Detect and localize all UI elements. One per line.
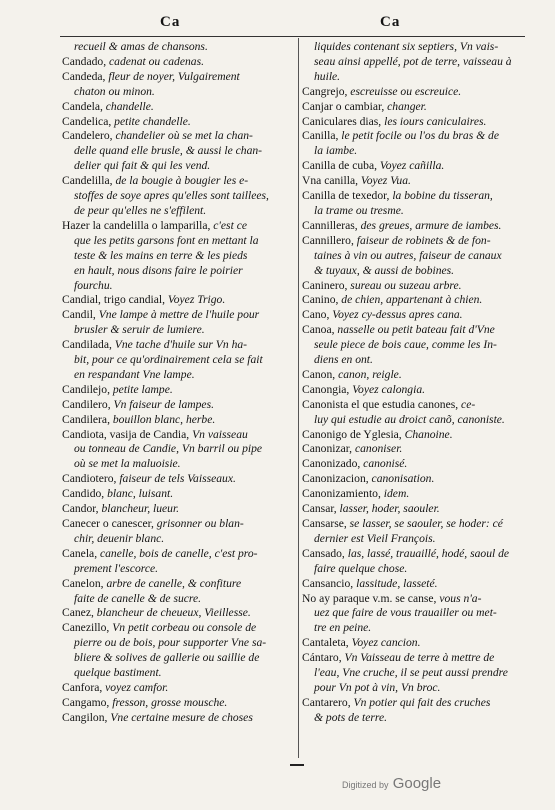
entry-line	[302, 651, 532, 666]
definition-text: que les petits garsons font en mettant la	[74, 233, 259, 247]
definition-text: blanc, luisant.	[104, 487, 174, 501]
entry-line	[302, 502, 532, 517]
entry-line	[302, 308, 532, 323]
headword: Canela,	[62, 546, 98, 560]
entry-line	[302, 532, 532, 547]
definition-text: fourchu.	[74, 278, 113, 292]
definition-text: nasselle ou petit bateau fait d'Vne	[334, 323, 495, 337]
definition-text: Vn vaisseau	[189, 427, 248, 441]
entry-line	[302, 457, 532, 472]
definition-text: ce-	[458, 397, 476, 411]
definition-text: l'eau, Vne cruche, il se peut aussi prendre	[314, 666, 508, 680]
entry-line	[62, 696, 294, 711]
definition-text: le petit focile ou l'os du bras & de	[338, 129, 499, 143]
entry-line	[62, 621, 294, 636]
definition-text: canonisation.	[368, 472, 435, 486]
definition-text: Vn Vaisseau de terre à mettre de	[341, 651, 495, 665]
definition-text: faire quelque chose.	[314, 561, 408, 575]
entry-line	[62, 636, 294, 651]
headword: Vna canilla,	[302, 174, 359, 188]
headword: Canonizado,	[302, 457, 361, 471]
definition-text: taines à vin ou autres, faiseur de canaux	[314, 248, 502, 262]
definition-text: Vn faiseur de lampes.	[110, 397, 214, 411]
headword: Canilla,	[302, 129, 339, 143]
headword: Canonigo de Yglesia,	[302, 427, 402, 441]
entry-line	[302, 413, 532, 428]
definition-text: seule piece de bois caue, comme les In-	[314, 338, 497, 352]
entry-line	[302, 428, 532, 443]
entry-line	[62, 562, 294, 577]
headword: No ay paraque v.m. se canse,	[302, 591, 437, 605]
headword: Canongia,	[302, 382, 350, 396]
definition-text: recueil & amas de chansons.	[74, 40, 208, 53]
definition-text: petite chandelle.	[111, 114, 191, 128]
definition-text: las, lassé, trauaillé, hodé, saoul de	[344, 546, 510, 560]
running-head-right: Ca	[380, 14, 401, 30]
definition-text: brusler & seruir de lumiere.	[74, 323, 205, 337]
headword: Candilera,	[62, 412, 110, 426]
headword: Canilla de cuba,	[302, 159, 378, 173]
headword: Canjar o cambiar,	[302, 99, 385, 113]
definition-text: de chien, appartenant à chien.	[338, 293, 483, 307]
headword: Cangrejo,	[302, 84, 348, 98]
headword: Cano,	[302, 308, 330, 322]
footer-brand: Google	[392, 775, 442, 792]
headword: Caniculares dias,	[302, 114, 382, 128]
definition-text: dernier est Vieil François.	[314, 531, 436, 545]
headword: Canezillo,	[62, 621, 110, 635]
entry-line	[302, 85, 532, 100]
entry-line	[62, 487, 294, 502]
entry-line	[302, 636, 532, 651]
entry-line	[302, 234, 532, 249]
headword: Cansado,	[302, 546, 345, 560]
definition-text: tre en peine.	[314, 621, 372, 635]
definition-text: cadenat ou cadenas.	[106, 54, 205, 68]
entry-line	[62, 129, 294, 144]
headword: Cangamo,	[62, 695, 110, 709]
entry-line	[62, 442, 294, 457]
entry-line	[302, 606, 532, 621]
definition-text: faiseur de robinets & de fon-	[353, 233, 491, 247]
entry-line	[302, 487, 532, 502]
entry-line	[62, 234, 294, 249]
definition-text: huile.	[314, 69, 341, 83]
definition-text: Voyez cy-dessus apres cana.	[329, 308, 463, 322]
entry-line	[62, 428, 294, 443]
definition-text: prement l'escorce.	[74, 561, 159, 575]
headword: Cantarero,	[302, 695, 351, 709]
headword: Candela,	[62, 99, 103, 113]
entry-line	[62, 577, 294, 592]
entry-line	[302, 562, 532, 577]
entry-line	[62, 338, 294, 353]
catch-mark	[290, 764, 304, 766]
entry-line	[302, 115, 532, 130]
definition-text: de peur qu'elles ne s'effilent.	[74, 203, 207, 217]
headword: Candilejo,	[62, 382, 110, 396]
entry-line	[62, 592, 294, 607]
definition-text: Vn petit corbeau ou console de	[109, 621, 257, 635]
left-column	[62, 40, 294, 726]
entry-line	[62, 189, 294, 204]
definition-text: où se met la maluoisie.	[74, 457, 181, 471]
entry-line	[302, 279, 532, 294]
entry-line	[302, 398, 532, 413]
definition-text: des greues, armure de iambes.	[357, 218, 502, 232]
headword: Hazer la candelilla o lamparilla,	[62, 218, 211, 232]
definition-text: teste & les mains en terre & les pieds	[74, 248, 248, 262]
definition-text: pour Vn pot à vin, Vn broc.	[314, 680, 441, 694]
definition-text: Voyez Vua.	[358, 174, 411, 188]
entry-line	[62, 100, 294, 115]
headword: Cansancio,	[302, 576, 354, 590]
entry-line	[302, 547, 532, 562]
definition-text: de la bougie à bougier les e-	[112, 174, 249, 188]
entry-line	[302, 681, 532, 696]
entry-line	[302, 100, 532, 115]
headword: Cannilleras,	[302, 218, 358, 232]
headword: Candiota, vasija de Candia,	[62, 427, 190, 441]
headword: Candiotero,	[62, 472, 117, 486]
headword: Cannillero,	[302, 233, 354, 247]
headword: Cangilon,	[62, 710, 108, 724]
definition-text: canoniser.	[352, 442, 403, 456]
entry-line	[62, 472, 294, 487]
entry-line	[302, 264, 532, 279]
definition-text: lassitude, lasseté.	[353, 576, 438, 590]
running-head-left: Ca	[160, 14, 181, 30]
column-divider	[298, 38, 299, 758]
definition-text: fresson, grosse mousche.	[109, 695, 228, 709]
definition-text: canelle, bois de canelle, c'est pro-	[97, 546, 258, 560]
entry-line	[302, 368, 532, 383]
entry-line	[302, 323, 532, 338]
entry-line	[62, 85, 294, 100]
entry-line	[302, 40, 532, 55]
entry-line	[302, 189, 532, 204]
entry-line	[302, 577, 532, 592]
headword: Candelica,	[62, 114, 112, 128]
definition-text: canonisé.	[360, 457, 408, 471]
entry-line	[302, 219, 532, 234]
definition-text: bouillon blanc, herbe.	[109, 412, 216, 426]
definition-text: chir, deuenir blanc.	[74, 531, 165, 545]
entry-line	[62, 383, 294, 398]
definition-text: luy qui estudie au droict canõ, canoniste.	[314, 412, 505, 426]
headword: Caninero,	[302, 278, 348, 292]
definition-text: seau ainsi appellé, pot de terre, vaisseau à	[314, 54, 512, 68]
definition-text: uez que faire de vous trauailler ou met-	[314, 606, 497, 620]
headword: Candelilla,	[62, 174, 113, 188]
definition-text: sureau ou suzeau arbre.	[347, 278, 462, 292]
headword: Canelon,	[62, 576, 104, 590]
definition-text: Chanoine.	[401, 427, 453, 441]
definition-text: blancheur de cheueux, Vieillesse.	[93, 606, 251, 620]
entry-line	[302, 517, 532, 532]
entry-line	[62, 353, 294, 368]
definition-text: petite lampe.	[109, 382, 173, 396]
entry-line	[62, 651, 294, 666]
entry-line	[302, 442, 532, 457]
headword: Cantaleta,	[302, 636, 349, 650]
headword: Canfora,	[62, 680, 103, 694]
entry-line	[62, 457, 294, 472]
entry-line	[302, 711, 532, 726]
definition-text: en hault, nous disons faire le poirier	[74, 263, 243, 277]
entry-line	[62, 264, 294, 279]
entry-line	[62, 606, 294, 621]
footer-prefix: Digitized by	[342, 780, 389, 790]
headword: Canon,	[302, 367, 336, 381]
definition-text: canon, reigle.	[335, 367, 402, 381]
entry-line	[62, 219, 294, 234]
headword: Canonizacion,	[302, 472, 369, 486]
entry-line	[62, 249, 294, 264]
definition-text: delier qui fait & qui les vend.	[74, 159, 211, 173]
definition-text: en respandant Vne lampe.	[74, 367, 195, 381]
headword: Cántaro,	[302, 651, 342, 665]
entry-line	[302, 696, 532, 711]
entry-line	[62, 144, 294, 159]
entry-line	[302, 338, 532, 353]
entry-line	[302, 159, 532, 174]
definition-text: delle quand elle brusle, & aussi le chan-	[74, 144, 263, 158]
definition-text: la trame ou tresme.	[314, 203, 404, 217]
entry-line	[62, 115, 294, 130]
entry-line	[302, 293, 532, 308]
definition-text: Vne tache d'huile sur Vn ha-	[111, 338, 248, 352]
headword: Candeda,	[62, 69, 106, 83]
entry-line	[302, 70, 532, 85]
entry-line	[302, 129, 532, 144]
entry-line	[62, 159, 294, 174]
headword: Candilada,	[62, 338, 112, 352]
definition-text: chaton ou minon.	[74, 84, 155, 98]
definition-text: voyez camfor.	[102, 680, 169, 694]
entry-line	[62, 413, 294, 428]
definition-text: blancheur, lueur.	[98, 502, 180, 516]
headword: Cansar,	[302, 502, 337, 516]
definition-text: ou tonneau de Candie, Vn barril ou pipe	[74, 442, 263, 456]
entry-line	[302, 144, 532, 159]
entry-line	[62, 532, 294, 547]
entry-line	[302, 621, 532, 636]
entry-line	[62, 711, 294, 726]
definition-text: Vn potier qui fait des cruches	[350, 695, 491, 709]
entry-line	[62, 666, 294, 681]
definition-text: arbre de canelle, & confiture	[103, 576, 242, 590]
definition-text: la bobine du tisseran,	[389, 189, 493, 203]
headword: Canoa,	[302, 323, 335, 337]
definition-text: Voyez cañilla.	[377, 159, 445, 173]
definition-text: Voyez calongia.	[349, 382, 426, 396]
entry-line	[62, 547, 294, 562]
definition-text: chandelle.	[102, 99, 154, 113]
definition-text: chandelier où se met la chan-	[112, 129, 253, 143]
entry-line	[302, 249, 532, 264]
definition-text: bit, pour ce qu'ordinairement cela se fait	[74, 353, 263, 367]
headword: Canilla de texedor,	[302, 189, 390, 203]
headword: Canecer o canescer,	[62, 517, 154, 530]
definition-text: pierre ou de bois, pour supporter Vne sa-	[74, 636, 267, 650]
entry-line	[62, 279, 294, 294]
digitized-footer	[342, 775, 441, 792]
definition-text: Vne certaine mesure de choses	[107, 710, 253, 724]
definition-text: liquides contenant six septiers, Vn vais-	[314, 40, 499, 53]
entry-line	[62, 517, 294, 532]
headword: Canonista el que estudia canones,	[302, 397, 459, 411]
headword: Canez,	[62, 606, 94, 620]
entry-line	[62, 368, 294, 383]
headword: Candilero,	[62, 397, 111, 411]
entry-line	[62, 204, 294, 219]
right-column	[302, 40, 532, 726]
definition-text: escreuisse ou escreuice.	[347, 84, 462, 98]
definition-text: se lasser, se saouler, se hoder: cé	[346, 517, 503, 530]
definition-text: c'est ce	[210, 218, 247, 232]
definition-text: les iours caniculaires.	[381, 114, 487, 128]
definition-text: vous n'a-	[436, 591, 482, 605]
definition-text: Voyez Trigo.	[165, 293, 226, 307]
definition-text: idem.	[380, 487, 410, 501]
definition-text: stoffes de soye apres qu'elles sont taillees,	[74, 189, 269, 203]
definition-text: & tuyaux, & aussi de bobines.	[314, 263, 455, 277]
entry-line	[62, 398, 294, 413]
headword: Candor,	[62, 502, 99, 516]
entry-line	[62, 70, 294, 85]
entry-line	[62, 502, 294, 517]
entry-line	[302, 174, 532, 189]
entry-line	[302, 383, 532, 398]
headword: Canonizar,	[302, 442, 353, 456]
entry-line	[302, 353, 532, 368]
definition-text: faite de canelle & de sucre.	[74, 591, 202, 605]
entry-line	[302, 666, 532, 681]
definition-text: la iambe.	[314, 144, 358, 158]
definition-text: changer.	[384, 99, 427, 113]
headword: Candil,	[62, 308, 96, 322]
entry-line	[62, 323, 294, 338]
header-rule	[60, 36, 525, 37]
definition-text: faiseur de tels Vaisseaux.	[116, 472, 236, 486]
entry-line	[62, 293, 294, 308]
definition-text: Vne lampe à mettre de l'huile pour	[95, 308, 260, 322]
entry-line	[302, 592, 532, 607]
definition-text: diens en ont.	[314, 353, 373, 367]
entry-line	[62, 55, 294, 70]
headword: Canonizamiento,	[302, 487, 381, 501]
entry-line	[62, 40, 294, 55]
definition-text: fleur de noyer, Vulgairement	[105, 69, 240, 83]
definition-text: quelque bastiment.	[74, 666, 162, 680]
entry-line	[62, 174, 294, 189]
definition-text: lasser, hoder, saouler.	[336, 502, 440, 516]
headword: Candido,	[62, 487, 105, 501]
definition-text: grisonner ou blan-	[153, 517, 244, 530]
entry-line	[302, 55, 532, 70]
definition-text: & pots de terre.	[314, 710, 387, 724]
entry-line	[302, 472, 532, 487]
definition-text: bliere & solives de gallerie ou saillie de	[74, 651, 260, 665]
definition-text: Voyez cancion.	[348, 636, 421, 650]
entry-line	[302, 204, 532, 219]
headword: Candial, trigo candial,	[62, 293, 166, 307]
entry-line	[62, 308, 294, 323]
headword: Candado,	[62, 54, 107, 68]
headword: Cansarse,	[302, 517, 347, 530]
headword: Canino,	[302, 293, 339, 307]
entry-line	[62, 681, 294, 696]
headword: Candelero,	[62, 129, 113, 143]
